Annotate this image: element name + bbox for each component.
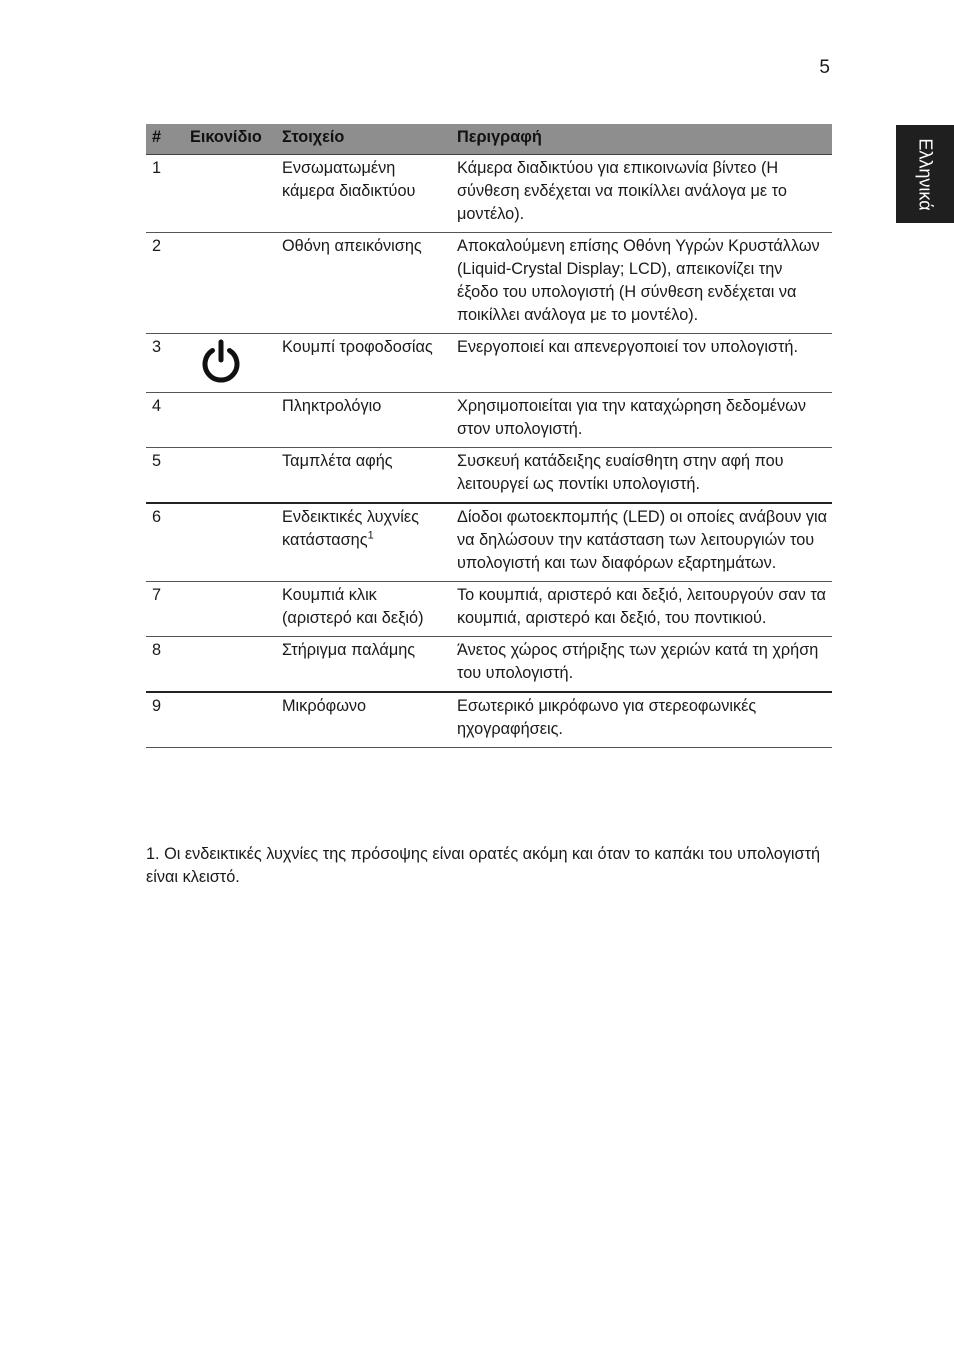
- table-header-row: [146, 124, 832, 155]
- row-number: 1: [146, 155, 184, 233]
- row-description: Το κουμπιά, αριστερό και δεξιό, λειτουργούν σαν τα κουμπιά, αριστερό και δεξιό, του ποντικιού.: [451, 582, 832, 637]
- row-number: 2: [146, 233, 184, 334]
- footnote: 1. Οι ενδεικτικές λυχνίες της πρόσοψης είναι ορατές ακόμη και όταν το καπάκι του υπολογιστή είναι κλειστό.: [146, 845, 821, 886]
- row-description: Άνετος χώρος στήριξης των χεριών κατά τη χρήση του υπολογιστή.: [451, 637, 832, 693]
- row-description: Δίοδοι φωτοεκπομπής (LED) οι οποίες ανάβουν για να δηλώσουν την κατάσταση των λειτουργιών του υπολογιστή και των διαφόρων εξαρτημάτων.: [451, 503, 832, 582]
- table-row: [146, 155, 832, 233]
- power-icon: [198, 338, 244, 386]
- table-row: [146, 692, 832, 748]
- header-item: Στοιχείο: [276, 124, 451, 155]
- row-icon-cell: [184, 582, 276, 637]
- row-number: 8: [146, 637, 184, 693]
- row-number: 4: [146, 393, 184, 448]
- row-item: Ταμπλέτα αφής: [276, 448, 451, 504]
- row-description: Αποκαλούμενη επίσης Οθόνη Υγρών Κρυστάλλων (Liquid-Crystal Display; LCD), απεικονίζει την έξοδο του υπολογιστή (Η σύνθεση ενδέχεται να ποικίλλει ανάλογα με το μοντέλο).: [451, 233, 832, 334]
- row-item-text: Ενδεικτικές λυχνίες κατάστασης: [282, 508, 419, 549]
- table-row: [146, 334, 832, 393]
- row-item: Στήριγμα παλάμης: [276, 637, 451, 693]
- row-item: Πληκτρολόγιο: [276, 393, 451, 448]
- row-icon-cell: [184, 692, 276, 748]
- table-row: [146, 582, 832, 637]
- row-icon-cell: [184, 637, 276, 693]
- row-icon-cell: [184, 503, 276, 582]
- row-item: [276, 503, 451, 582]
- header-icon: Εικονίδιο: [184, 124, 276, 155]
- row-icon-cell: [184, 233, 276, 334]
- row-icon-cell: [184, 393, 276, 448]
- row-item: Οθόνη απεικόνισης: [276, 233, 451, 334]
- page-number: 5: [819, 57, 830, 78]
- table-row: [146, 393, 832, 448]
- table-row: [146, 637, 832, 693]
- row-number: 5: [146, 448, 184, 504]
- row-item: Μικρόφωνο: [276, 692, 451, 748]
- language-tab: [896, 125, 954, 223]
- row-icon-cell: [184, 448, 276, 504]
- table-row: [146, 448, 832, 504]
- row-number: 7: [146, 582, 184, 637]
- header-description: Περιγραφή: [451, 124, 832, 155]
- row-item: Κουμπί τροφοδοσίας: [276, 334, 451, 393]
- row-icon-cell: [184, 155, 276, 233]
- row-number: 9: [146, 692, 184, 748]
- table-row: [146, 503, 832, 582]
- row-description: Συσκευή κατάδειξης ευαίσθητη στην αφή που λειτουργεί ως ποντίκι υπολογιστή.: [451, 448, 832, 504]
- row-description: Κάμερα διαδικτύου για επικοινωνία βίντεο (Η σύνθεση ενδέχεται να ποικίλλει ανάλογα με το μοντέλο).: [451, 155, 832, 233]
- row-item: Κουμπιά κλικ (αριστερό και δεξιό): [276, 582, 451, 637]
- language-tab-label: Ελληνικά: [915, 137, 936, 211]
- row-item: Ενσωματωμένη κάμερα διαδικτύου: [276, 155, 451, 233]
- row-number: 6: [146, 503, 184, 582]
- row-icon-cell: [184, 334, 276, 393]
- row-description: Ενεργοποιεί και απενεργοποιεί τον υπολογιστή.: [451, 334, 832, 393]
- footnote-marker: 1: [367, 529, 374, 542]
- header-number: #: [146, 124, 184, 155]
- table-row: [146, 233, 832, 334]
- row-description: Χρησιμοποιείται για την καταχώρηση δεδομένων στον υπολογιστή.: [451, 393, 832, 448]
- row-number: 3: [146, 334, 184, 393]
- row-description: Εσωτερικό μικρόφωνο για στερεοφωνικές ηχογραφήσεις.: [451, 692, 832, 748]
- components-table: [146, 124, 832, 748]
